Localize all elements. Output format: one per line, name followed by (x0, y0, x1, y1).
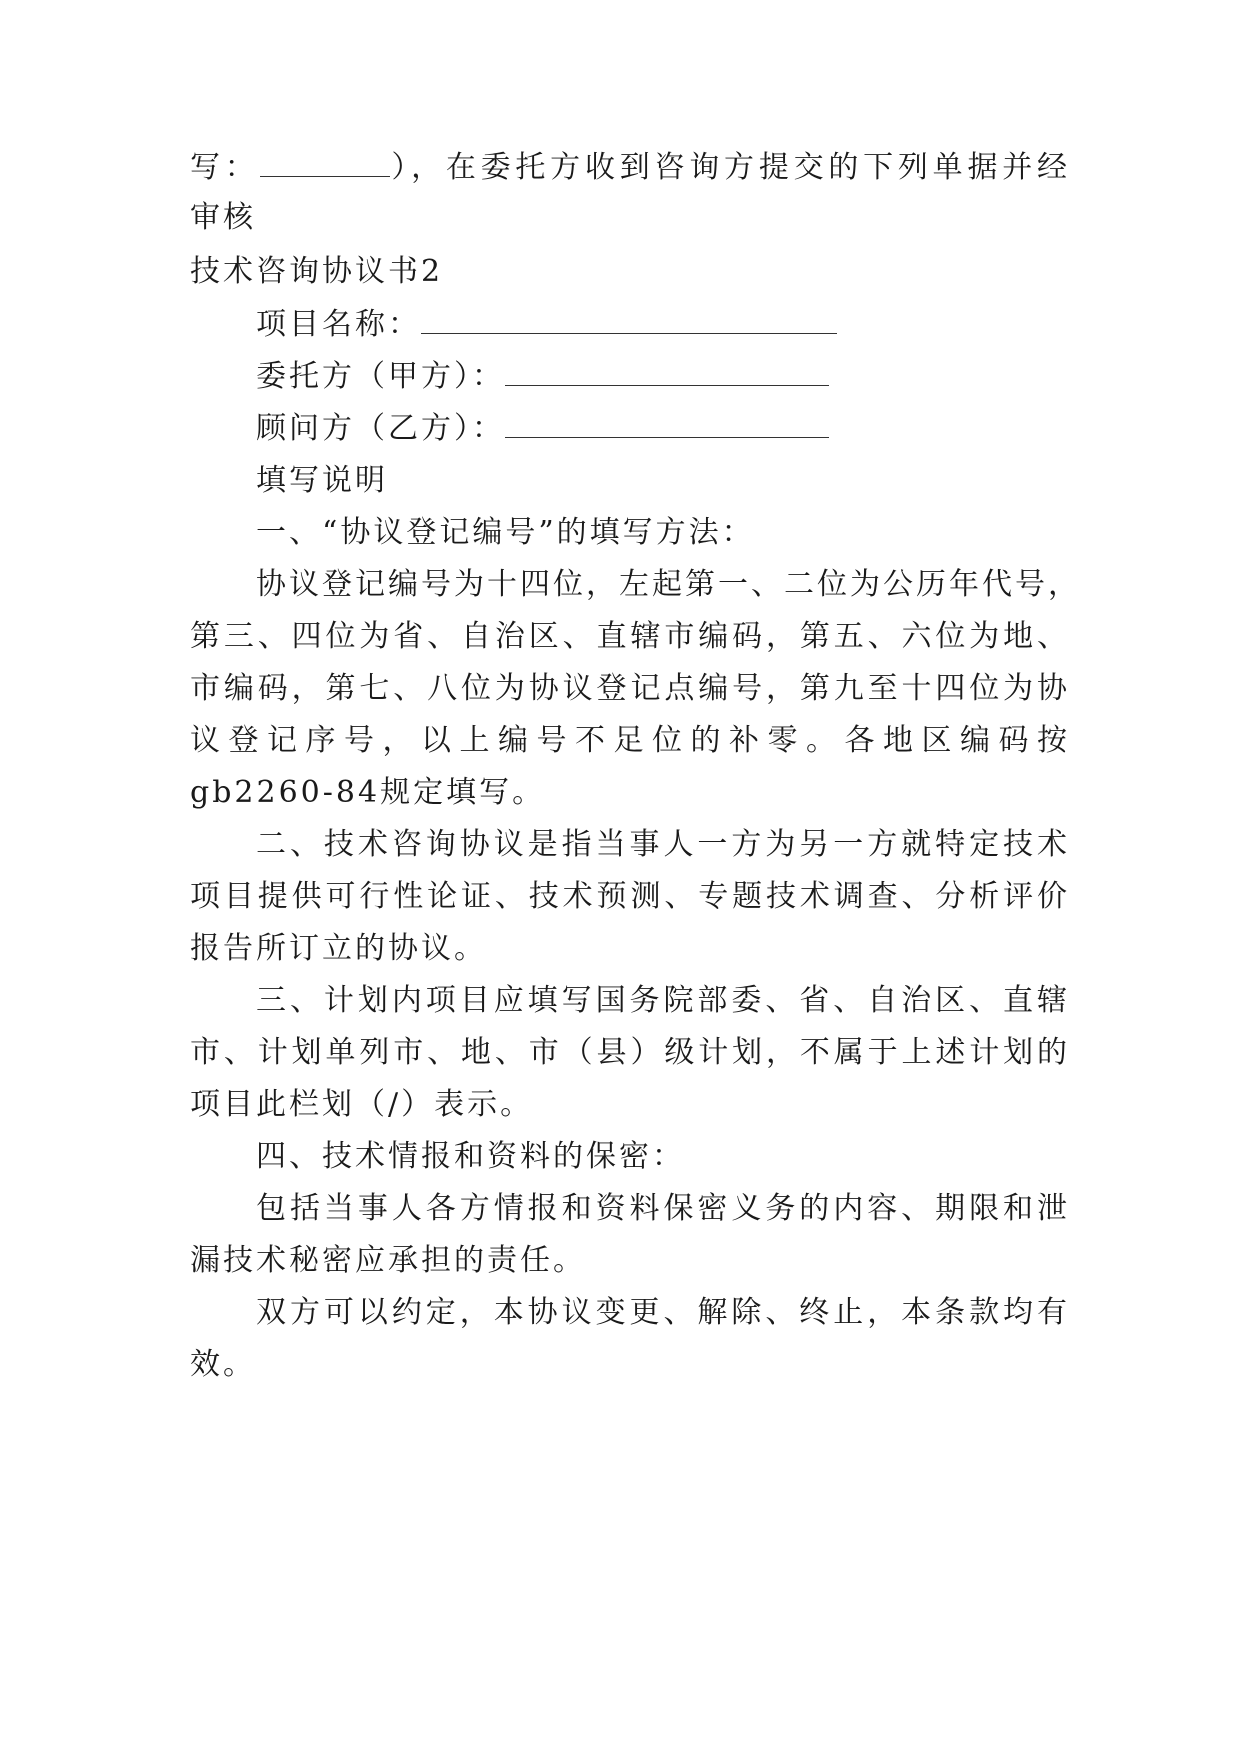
continuation-prefix: 写： (190, 150, 260, 185)
section-1-heading: 一、“协议登记编号”的填写方法： (256, 515, 755, 550)
consultant-field (256, 409, 1070, 449)
continuation-line (190, 148, 1070, 188)
section-1-line: 议登记序号，以上编号不足位的补零。各地区编码按 (190, 723, 1070, 758)
section-1-line: 市编码，第七、八位为协议登记点编号，第九至十四位为协 (190, 671, 1070, 706)
section-4-heading: 四、技术情报和资料的保密： (256, 1139, 685, 1174)
section-1-line: 第三、四位为省、自治区、直辖市编码，第五、六位为地、 (190, 619, 1070, 654)
client-blank[interactable] (505, 357, 829, 386)
client-label: 委托方（甲方）： (256, 359, 505, 394)
project-name-blank[interactable] (421, 305, 837, 334)
blank-underline[interactable] (260, 148, 390, 177)
section-2-line: 二、技术咨询协议是指当事人一方为另一方就特定技术 (256, 827, 1070, 862)
section-4-line: 包括当事人各方情报和资料保密义务的内容、期限和泄 (256, 1191, 1070, 1226)
section-2-line: 项目提供可行性论证、技术预测、专题技术调查、分析评价 (190, 879, 1070, 914)
continuation-line-2: 审核 (190, 200, 256, 235)
closing-line: 双方可以约定，本协议变更、解除、终止，本条款均有 (256, 1295, 1070, 1330)
section-2-line: 报告所订立的协议。 (190, 931, 487, 966)
section-4-line: 漏技术秘密应承担的责任。 (190, 1243, 586, 1278)
closing-line: 效。 (190, 1347, 256, 1382)
instructions-heading: 填写说明 (256, 463, 388, 498)
client-field (256, 357, 1070, 397)
project-name-label: 项目名称： (256, 307, 421, 342)
consultant-blank[interactable] (505, 409, 829, 438)
project-name-field (256, 305, 1070, 345)
consultant-label: 顾问方（乙方）： (256, 411, 505, 446)
document-title: 技术咨询协议书2 (190, 254, 444, 289)
section-1-line: gb2260-84规定填写。 (190, 775, 546, 810)
section-1-line: 协议登记编号为十四位，左起第一、二位为公历年代号， (256, 567, 1081, 602)
section-3-line: 项目此栏划（/）表示。 (190, 1087, 534, 1122)
section-3-line: 三、计划内项目应填写国务院部委、省、自治区、直辖 (256, 983, 1070, 1018)
section-3-line: 市、计划单列市、地、市（县）级计划，不属于上述计划的 (190, 1035, 1070, 1070)
continuation-suffix: ），在委托方收到咨询方提交的下列单据并经 (389, 150, 1071, 185)
